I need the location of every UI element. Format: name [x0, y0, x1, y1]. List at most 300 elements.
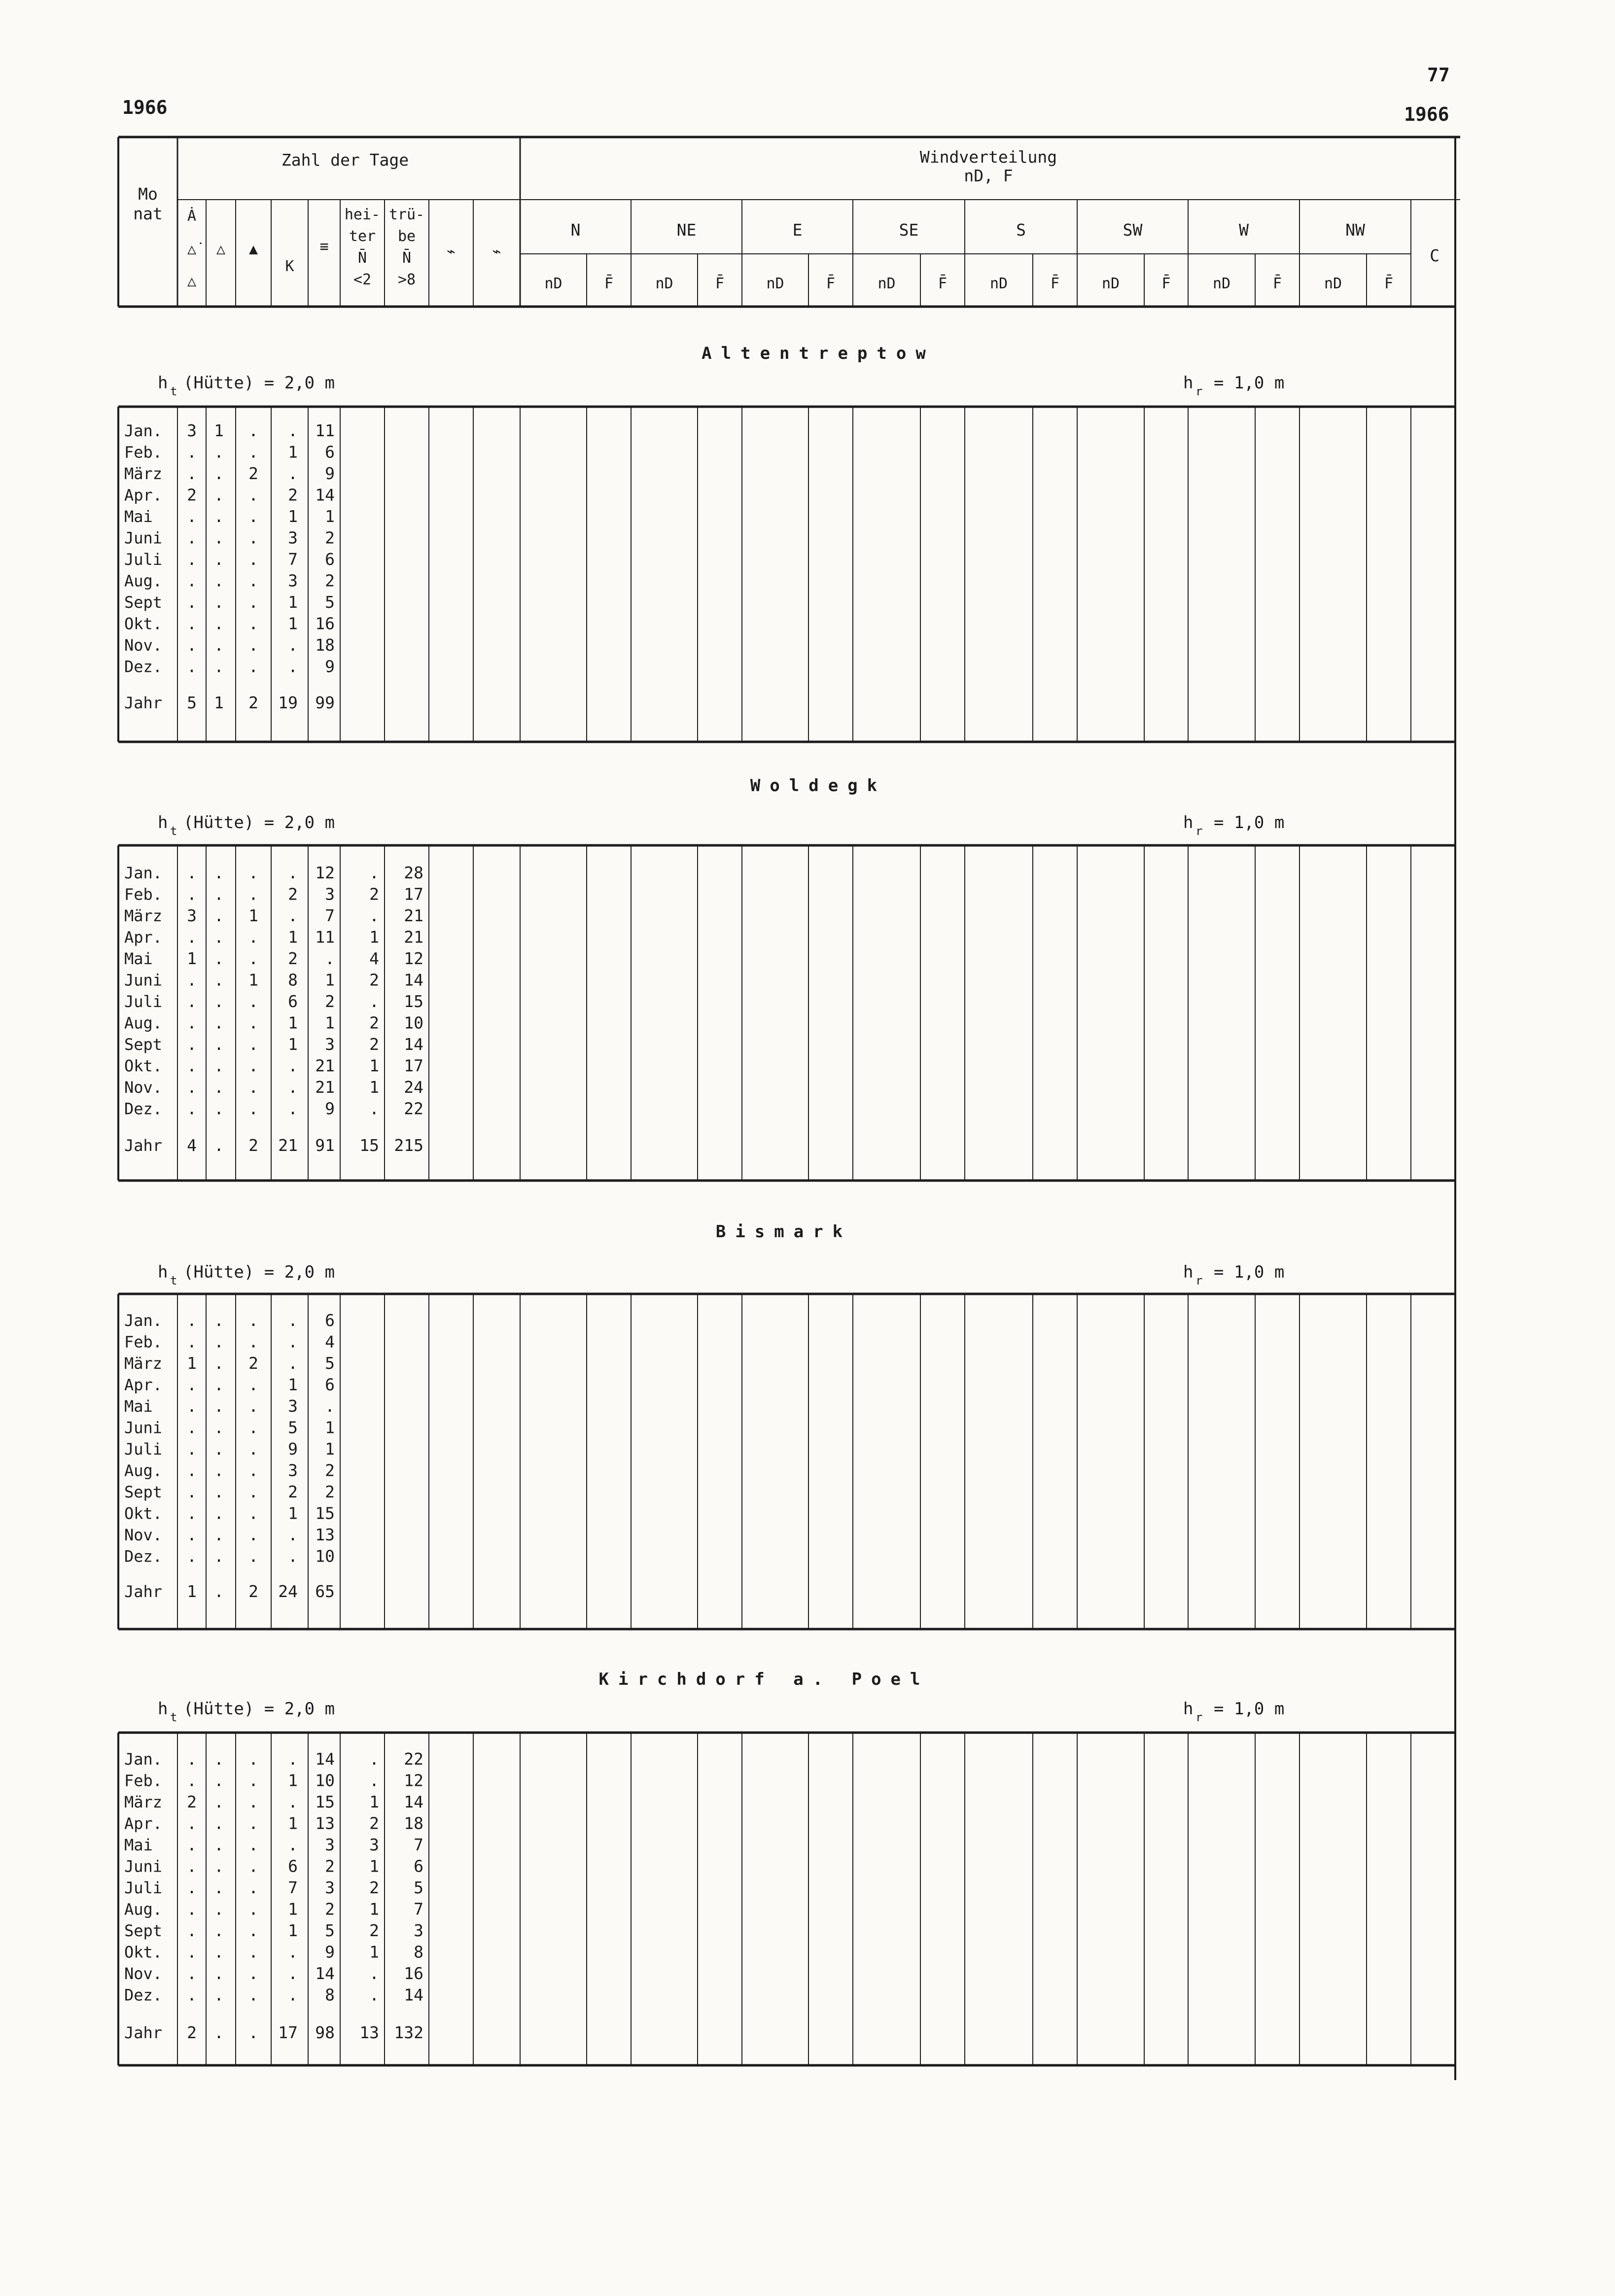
value-cell: . — [187, 1078, 197, 1097]
month-label: Aug. — [124, 1900, 163, 1919]
month-label: Aug. — [124, 1013, 163, 1033]
value-cell: 9 — [288, 1439, 298, 1459]
nd-subheader: nD — [544, 275, 562, 292]
station-title: Kirchdorf a. Poel — [598, 1670, 930, 1689]
value-cell: 3 — [325, 1835, 335, 1854]
value-cell: . — [214, 528, 224, 548]
value-cell: . — [248, 1503, 258, 1523]
value-cell: . — [187, 1921, 197, 1940]
year-value-cell: 91 — [315, 1136, 335, 1155]
value-cell: 22 — [404, 1749, 423, 1769]
value-cell: . — [187, 614, 197, 633]
direction-header: SW — [1123, 220, 1143, 240]
value-cell: 2 — [325, 1856, 335, 1876]
value-cell: . — [214, 1964, 224, 1983]
year-label: Jahr — [124, 694, 163, 712]
value-cell: 1 — [288, 592, 298, 612]
value-cell: 3 — [288, 1461, 298, 1480]
hr-sub: r — [1195, 1710, 1203, 1724]
month-label: Okt. — [124, 1056, 163, 1076]
value-cell: . — [214, 1546, 224, 1566]
value-cell: 6 — [288, 992, 298, 1011]
value-cell: 14 — [404, 1792, 423, 1811]
value-cell: . — [187, 1418, 197, 1437]
ht-sub: t — [170, 1710, 177, 1724]
value-cell: . — [325, 949, 335, 968]
value-cell: . — [288, 1792, 298, 1811]
value-cell: . — [248, 1942, 258, 1962]
value-cell: . — [187, 884, 197, 904]
direction-header: S — [1016, 220, 1026, 240]
value-cell: 1 — [288, 1503, 298, 1523]
windverteilung-label: Windverteilung — [919, 147, 1057, 167]
value-cell: . — [248, 1771, 258, 1790]
value-cell: . — [214, 1439, 224, 1459]
value-cell: 2 — [187, 1792, 197, 1811]
value-cell: . — [187, 1035, 197, 1054]
value-cell: 2 — [369, 1035, 379, 1054]
value-cell: 1 — [288, 614, 298, 633]
heiter-header: hei- — [344, 206, 381, 223]
value-cell: . — [187, 1056, 197, 1076]
value-cell: . — [187, 1013, 197, 1033]
value-cell: 17 — [404, 1056, 423, 1076]
month-label: Dez. — [124, 1547, 163, 1566]
nd-subheader: nD — [989, 275, 1008, 292]
trube-header: >8 — [397, 271, 416, 288]
value-cell: . — [288, 1311, 298, 1330]
direction-header: W — [1239, 220, 1249, 240]
ht-sub: t — [170, 824, 177, 838]
value-cell: 18 — [404, 1813, 423, 1833]
value-cell: . — [248, 657, 258, 676]
hr-label: h — [1183, 813, 1194, 833]
ht-sub: t — [170, 384, 177, 398]
value-cell: . — [288, 1749, 298, 1769]
value-cell: . — [214, 1461, 224, 1480]
value-cell: . — [214, 1813, 224, 1833]
symbol-header: Ȧ — [187, 208, 197, 225]
value-cell: . — [187, 442, 197, 462]
month-label: Nov. — [124, 1078, 163, 1097]
value-cell: . — [187, 992, 197, 1011]
hr-sub: r — [1195, 824, 1203, 838]
value-cell: 2 — [369, 884, 379, 904]
month-label: Sept — [124, 593, 163, 612]
month-label: März — [124, 1354, 163, 1373]
symbol-header: △ — [187, 273, 197, 290]
month-label: Apr. — [124, 928, 163, 947]
f-subheader: F̄ — [1050, 275, 1060, 292]
value-cell: . — [187, 1813, 197, 1833]
value-cell: . — [325, 1396, 335, 1416]
value-cell: 15 — [404, 992, 423, 1011]
month-label: Juni — [124, 1857, 163, 1876]
value-cell: 2 — [325, 528, 335, 548]
nd-subheader: nD — [655, 275, 673, 292]
value-cell: 13 — [315, 1813, 335, 1833]
value-cell: . — [187, 528, 197, 548]
value-cell: 2 — [288, 1482, 298, 1501]
value-cell: 6 — [414, 1856, 423, 1876]
value-cell: . — [187, 1546, 197, 1566]
value-cell: . — [214, 464, 224, 483]
value-cell: 4 — [325, 1332, 335, 1352]
value-cell: . — [288, 464, 298, 483]
value-cell: . — [214, 927, 224, 947]
value-cell: . — [187, 970, 197, 990]
page-year-left: 1966 — [122, 97, 168, 118]
month-label: Okt. — [124, 1943, 163, 1962]
value-cell: . — [214, 863, 224, 882]
value-cell: . — [214, 949, 224, 968]
value-cell: 2 — [288, 884, 298, 904]
year-value-cell: 17 — [278, 2023, 298, 2042]
value-cell: 7 — [414, 1835, 423, 1854]
value-cell: . — [214, 1311, 224, 1330]
value-cell: 1 — [369, 1856, 379, 1876]
value-cell: . — [187, 1964, 197, 1983]
value-cell: 14 — [315, 1964, 335, 1983]
value-cell: . — [187, 863, 197, 882]
value-cell: 14 — [404, 1035, 423, 1054]
year-label: Jahr — [124, 1582, 163, 1601]
value-cell: 2 — [325, 1482, 335, 1501]
month-label: Jan. — [124, 864, 163, 882]
value-cell: 1 — [288, 1899, 298, 1919]
hr-label: h — [1183, 1699, 1194, 1719]
value-cell: 8 — [288, 970, 298, 990]
value-cell: 21 — [404, 927, 423, 947]
value-cell: . — [187, 1942, 197, 1962]
month-label: Feb. — [124, 1332, 163, 1352]
value-cell: 1 — [288, 927, 298, 947]
value-cell: 18 — [315, 635, 335, 655]
value-cell: . — [214, 1013, 224, 1033]
value-cell: 21 — [315, 1078, 335, 1097]
value-cell: . — [214, 550, 224, 569]
month-label: Nov. — [124, 1964, 163, 1983]
value-cell: 2 — [369, 970, 379, 990]
value-cell: . — [187, 1332, 197, 1352]
month-label: Juli — [124, 550, 163, 569]
month-label: Apr. — [124, 1375, 163, 1394]
year-value-cell: 2 — [248, 1582, 258, 1601]
symbol-header: ⌁ — [446, 243, 456, 260]
station-title: Altentreptow — [702, 344, 935, 363]
value-cell: 1 — [325, 970, 335, 990]
year-value-cell: 65 — [315, 1582, 335, 1601]
value-cell: . — [187, 1503, 197, 1523]
ht-text: (Hütte) = 2,0 m — [183, 813, 335, 833]
trube-header: be — [397, 228, 416, 245]
month-label: Juni — [124, 1418, 163, 1437]
nd-subheader: nD — [1212, 275, 1231, 292]
value-cell: . — [248, 1332, 258, 1352]
value-cell: 1 — [288, 1013, 298, 1033]
value-cell: . — [187, 635, 197, 655]
value-cell: 12 — [315, 863, 335, 882]
value-cell: 10 — [404, 1013, 423, 1033]
value-cell: . — [214, 571, 224, 591]
month-label: Nov. — [124, 1526, 163, 1544]
value-cell: . — [248, 992, 258, 1011]
year-value-cell: 5 — [187, 693, 197, 712]
value-cell: 1 — [248, 906, 258, 925]
value-cell: . — [214, 1921, 224, 1940]
hr-sub: r — [1195, 1274, 1203, 1287]
f-subheader: F̄ — [1272, 275, 1282, 292]
value-cell: . — [248, 1525, 258, 1544]
value-cell: . — [288, 635, 298, 655]
year-value-cell: . — [214, 2023, 224, 2042]
value-cell: 3 — [414, 1921, 423, 1940]
value-cell: 1 — [214, 421, 224, 440]
value-cell: . — [248, 927, 258, 947]
value-cell: . — [214, 1418, 224, 1437]
f-subheader: F̄ — [1384, 275, 1394, 292]
value-cell: . — [187, 1835, 197, 1854]
value-cell: . — [187, 464, 197, 483]
value-cell: . — [214, 485, 224, 505]
month-label: Juli — [124, 992, 163, 1011]
month-label: Mai — [124, 507, 153, 526]
value-cell: 17 — [404, 884, 423, 904]
value-cell: . — [214, 1396, 224, 1416]
value-cell: 1 — [288, 442, 298, 462]
value-cell: . — [248, 1418, 258, 1437]
value-cell: . — [214, 1035, 224, 1054]
value-cell: . — [248, 1013, 258, 1033]
nd-subheader: nD — [766, 275, 784, 292]
value-cell: 3 — [288, 528, 298, 548]
trube-header: N̄ — [402, 249, 412, 267]
value-cell: 5 — [288, 1418, 298, 1437]
month-label: Mai — [124, 949, 153, 968]
value-cell: . — [187, 507, 197, 526]
value-cell: . — [187, 1482, 197, 1501]
value-cell: . — [214, 1525, 224, 1544]
value-cell: . — [214, 1835, 224, 1854]
value-cell: . — [248, 1749, 258, 1769]
value-cell: . — [288, 1835, 298, 1854]
year-value-cell: 99 — [315, 693, 335, 712]
value-cell: 15 — [315, 1792, 335, 1811]
value-cell: . — [248, 1921, 258, 1940]
value-cell: 3 — [369, 1835, 379, 1854]
value-cell: . — [214, 507, 224, 526]
monat-label: nat — [133, 204, 163, 223]
value-cell: 1 — [288, 507, 298, 526]
value-cell: 1 — [369, 1942, 379, 1962]
value-cell: 7 — [288, 550, 298, 569]
year-label: Jahr — [124, 1136, 163, 1155]
direction-header: NE — [676, 220, 697, 240]
heiter-header: <2 — [353, 271, 372, 288]
month-label: Mai — [124, 1836, 153, 1854]
value-cell: 2 — [325, 571, 335, 591]
value-cell: . — [288, 1354, 298, 1373]
value-cell: . — [187, 1439, 197, 1459]
value-cell: . — [214, 442, 224, 462]
value-cell: 1 — [369, 1078, 379, 1097]
year-value-cell: 98 — [315, 2023, 335, 2042]
value-cell: . — [187, 1525, 197, 1544]
month-label: Feb. — [124, 1771, 163, 1790]
value-cell: 10 — [315, 1771, 335, 1790]
month-label: Aug. — [124, 1461, 163, 1480]
ht-label: h — [158, 373, 168, 393]
heiter-header: N̄ — [357, 249, 367, 267]
value-cell: 15 — [315, 1503, 335, 1523]
value-cell: . — [288, 1964, 298, 1983]
calm-header: C — [1430, 246, 1439, 265]
month-label: Okt. — [124, 1504, 163, 1523]
value-cell: 1 — [369, 927, 379, 947]
value-cell: 3 — [187, 906, 197, 925]
value-cell: . — [214, 1354, 224, 1373]
value-cell: . — [214, 1792, 224, 1811]
value-cell: 2 — [248, 1354, 258, 1373]
value-cell: . — [288, 1099, 298, 1118]
value-cell: . — [214, 1771, 224, 1790]
value-cell: 1 — [369, 1899, 379, 1919]
value-cell: . — [248, 421, 258, 440]
direction-header: N — [570, 220, 581, 240]
nd-subheader: nD — [1101, 275, 1120, 292]
windverteilung-sub-label: nD, F — [964, 166, 1013, 185]
value-cell: 9 — [325, 657, 335, 676]
ht-label: h — [158, 1262, 168, 1282]
value-cell: 6 — [325, 1311, 335, 1330]
value-cell: . — [214, 884, 224, 904]
value-cell: 10 — [315, 1546, 335, 1566]
month-label: Juni — [124, 528, 163, 548]
value-cell: . — [288, 863, 298, 882]
heiter-header: ter — [349, 228, 376, 245]
month-label: Jan. — [124, 1311, 163, 1330]
value-cell: 14 — [315, 485, 335, 505]
value-cell: 1 — [288, 1035, 298, 1054]
value-cell: . — [187, 1771, 197, 1790]
value-cell: 12 — [404, 949, 423, 968]
value-cell: 1 — [325, 507, 335, 526]
month-label: Apr. — [124, 1814, 163, 1833]
value-cell: 2 — [369, 1813, 379, 1833]
zahl-der-tage-label: Zahl der Tage — [281, 150, 409, 170]
year-value-cell: 132 — [394, 2023, 423, 2042]
value-cell: . — [369, 1099, 379, 1118]
f-subheader: F̄ — [826, 275, 836, 292]
value-cell: . — [214, 1878, 224, 1897]
symbol-header: ≡ — [319, 238, 329, 255]
value-cell: 24 — [404, 1078, 423, 1097]
f-subheader: F̄ — [1161, 275, 1171, 292]
value-cell: . — [288, 1546, 298, 1566]
value-cell: 3 — [288, 571, 298, 591]
ht-text: (Hütte) = 2,0 m — [183, 1262, 335, 1282]
value-cell: . — [288, 906, 298, 925]
value-cell: 1 — [288, 1921, 298, 1940]
value-cell: 6 — [288, 1856, 298, 1876]
value-cell: 14 — [315, 1749, 335, 1769]
f-subheader: F̄ — [604, 275, 614, 292]
value-cell: . — [214, 657, 224, 676]
month-label: Sept — [124, 1483, 163, 1501]
month-label: März — [124, 1793, 163, 1811]
value-cell: . — [214, 1099, 224, 1118]
value-cell: . — [369, 1985, 379, 2005]
direction-header: E — [792, 220, 803, 240]
value-cell: . — [288, 1332, 298, 1352]
value-cell: 28 — [404, 863, 423, 882]
month-label: Apr. — [124, 486, 163, 505]
value-cell: 9 — [325, 1942, 335, 1962]
value-cell: 9 — [325, 464, 335, 483]
value-cell: 1 — [369, 1792, 379, 1811]
value-cell: . — [248, 949, 258, 968]
value-cell: 14 — [404, 970, 423, 990]
value-cell: 1 — [248, 970, 258, 990]
symbol-header: K — [285, 258, 294, 275]
value-cell: . — [248, 1396, 258, 1416]
direction-header: NW — [1345, 220, 1365, 240]
hr-text: = 1,0 m — [1214, 373, 1285, 393]
year-label: Jahr — [124, 2023, 163, 2042]
value-cell: . — [214, 906, 224, 925]
value-cell: . — [187, 592, 197, 612]
value-cell: 3 — [187, 421, 197, 440]
value-cell: 22 — [404, 1099, 423, 1118]
value-cell: . — [248, 863, 258, 882]
value-cell: . — [187, 1396, 197, 1416]
value-cell: 5 — [325, 592, 335, 612]
value-cell: . — [214, 1503, 224, 1523]
value-cell: . — [214, 1985, 224, 2005]
value-cell: . — [288, 1942, 298, 1962]
value-cell: . — [214, 1482, 224, 1501]
value-cell: . — [248, 1375, 258, 1394]
value-cell: 2 — [369, 1013, 379, 1033]
value-cell: . — [248, 1813, 258, 1833]
hr-sub: r — [1195, 384, 1203, 398]
value-cell: . — [288, 1056, 298, 1076]
value-cell: 1 — [288, 1771, 298, 1790]
month-label: Juli — [124, 1440, 163, 1459]
year-value-cell: 2 — [248, 1136, 258, 1155]
value-cell: . — [248, 485, 258, 505]
value-cell: 21 — [404, 906, 423, 925]
value-cell: . — [214, 970, 224, 990]
value-cell: . — [187, 1985, 197, 2005]
hr-label: h — [1183, 373, 1194, 393]
value-cell: 14 — [404, 1985, 423, 2005]
value-cell: 2 — [288, 485, 298, 505]
value-cell: 16 — [404, 1964, 423, 1983]
value-cell: 16 — [315, 614, 335, 633]
value-cell: . — [248, 507, 258, 526]
year-value-cell: 4 — [187, 1136, 197, 1155]
value-cell: 1 — [288, 1813, 298, 1833]
value-cell: 3 — [325, 1878, 335, 1897]
value-cell: . — [187, 1899, 197, 1919]
value-cell: . — [187, 927, 197, 947]
value-cell: 5 — [325, 1921, 335, 1940]
value-cell: . — [288, 1525, 298, 1544]
value-cell: . — [248, 1461, 258, 1480]
month-label: Sept — [124, 1921, 163, 1940]
value-cell: 2 — [187, 485, 197, 505]
